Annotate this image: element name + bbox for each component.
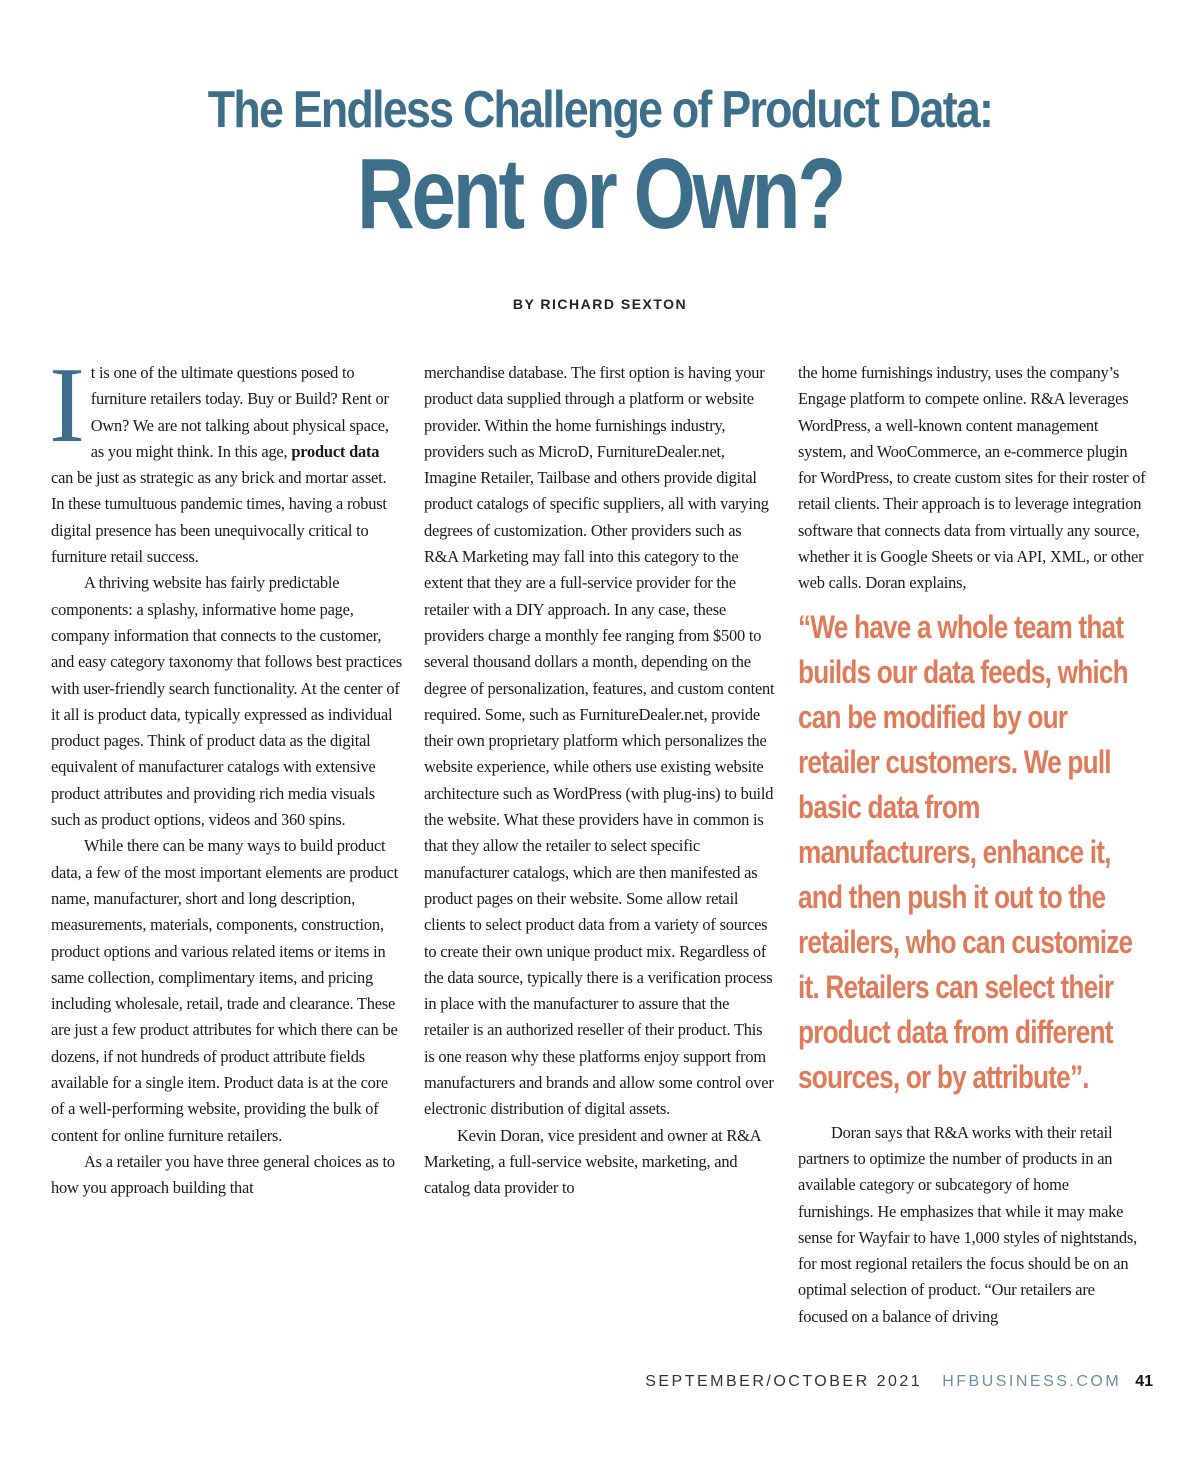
- article-column-2: [424, 360, 776, 1202]
- article-column-3: [798, 360, 1148, 1330]
- pull-quote: “We have a whole team that builds our data feeds, which can be modified by our retailer customers. We pull basic data from manufacturers, enhance it, and then push it out to the retailers, who can customize it. Retailers can select their product data from different sources, or by attribute”.: [798, 608, 1133, 1095]
- paragraph-1-end: can be just as strategic as any brick and mortar asset. In these tumultuous pandemic times, having a robust digital presence has been unequivocally critical to furniture retail success.: [51, 468, 387, 567]
- paragraph-5: merchandise database. The first option is having your product data supplied through a platform or website provider. Within the home furnishings industry, providers such as MicroD, FurnitureDealer.net, Imagine Retailer, Tailbase and others provide digital product catalogs of specific suppliers, all with varying degrees of customization. Other providers such as R&A Marketing may fall into this category to the extent that they are a full-service provider for the retailer with a DIY approach. In any case, these providers charge a monthly fee ranging from $500 to several thousand dollars a month, depending on the degree of personalization, features, and custom content required. Some, such as FurnitureDealer.net, provide their own proprietary platform which personalizes the website experience, while others use existing website architecture such as WordPress (with plug-ins) to build the website. What these providers have in common is that they allow the retailer to select specific manufacturer catalogs, which are then manifested as product pages on their website. Some allow retail clients to select product data from a variety of sources to create their own unique product mix. Regardless of the data source, typically there is a verification process in place with the manufacturer to assure that the retailer is an authorized reseller of their product. This is one reason why these platforms enjoy support from manufacturers and brands and allow some control over electronic distribution of digital assets.: [424, 363, 775, 1119]
- paragraph-1: [49, 346, 403, 570]
- headline-line-2: Rent or Own?: [356, 138, 844, 250]
- page-number: 41: [1135, 1373, 1153, 1390]
- byline: BY RICHARD SEXTON: [512, 296, 688, 312]
- website-name: HFBUSINESS.COM: [942, 1373, 1122, 1390]
- paragraph-6: Kevin Doran, vice president and owner at R&A Marketing, a full-service website, marketing, and catalog data provider to: [424, 1125, 761, 1198]
- paragraph-3: While there can be many ways to build product data, a few of the most important elements are product name, manufacturer, short and long description, measurements, materials, components, construction, product options and various related items or items in same collection, complimentary items, and pricing including wholesale, retail, trade and clearance. These are just a few product attributes for which there can be dozens, if not hundreds of product attribute fields available for a single item. Product data is at the core of a well-performing website, providing the bulk of content for online furniture retailers.: [51, 836, 398, 1145]
- page-footer: [0, 1373, 1153, 1391]
- headline-line-1: The Endless Challenge of Product Data:: [207, 81, 993, 139]
- paragraph-7: the home furnishings industry, uses the company’s Engage platform to compete online. R&A leverages WordPress, a well-known content management system, and WooCommerce, an e-commerce plugin for WordPress, to create custom sites for their roster of retail clients. Their approach is to leverage integration software that connects data from virtually any source, whether it is Google Sheets or via API, XML, or other web calls. Doran explains,: [798, 363, 1146, 593]
- article-column-1: [49, 346, 403, 1202]
- paragraph-4: As a retailer you have three general choices as to how you approach building that: [51, 1151, 395, 1198]
- issue-date: SEPTEMBER/OCTOBER 2021: [645, 1373, 923, 1390]
- drop-cap: I: [49, 346, 85, 465]
- paragraph-8: Doran says that R&A works with their retail partners to optimize the number of products in an available category or subcategory of home furnishings. He emphasizes that while it may make sense for Wayfair to have 1,000 styles of nightstands, for most regional retailers the focus should be on an optimal selection of product. “Our retailers are focused on a balance of driving: [798, 1122, 1137, 1326]
- paragraph-2: A thriving website has fairly predictable components: a splashy, informative home page, company information that connects to the customer, and easy category taxonomy that follows best practices with user-friendly search functionality. At the center of it all is product data, typically expressed as individual product pages. Think of product data as the digital equivalent of manufacturer catalogs with extensive product attributes and providing rich media visuals such as product options, videos and 360 spins.: [51, 573, 403, 830]
- product-data-bold: product data: [291, 441, 380, 461]
- paragraph-1-start: t is one of the ultimate questions posed to furniture retailers today. Buy or Build? Rent or Own? We are not talking about physical space, as you might think. In this age,: [90, 363, 389, 461]
